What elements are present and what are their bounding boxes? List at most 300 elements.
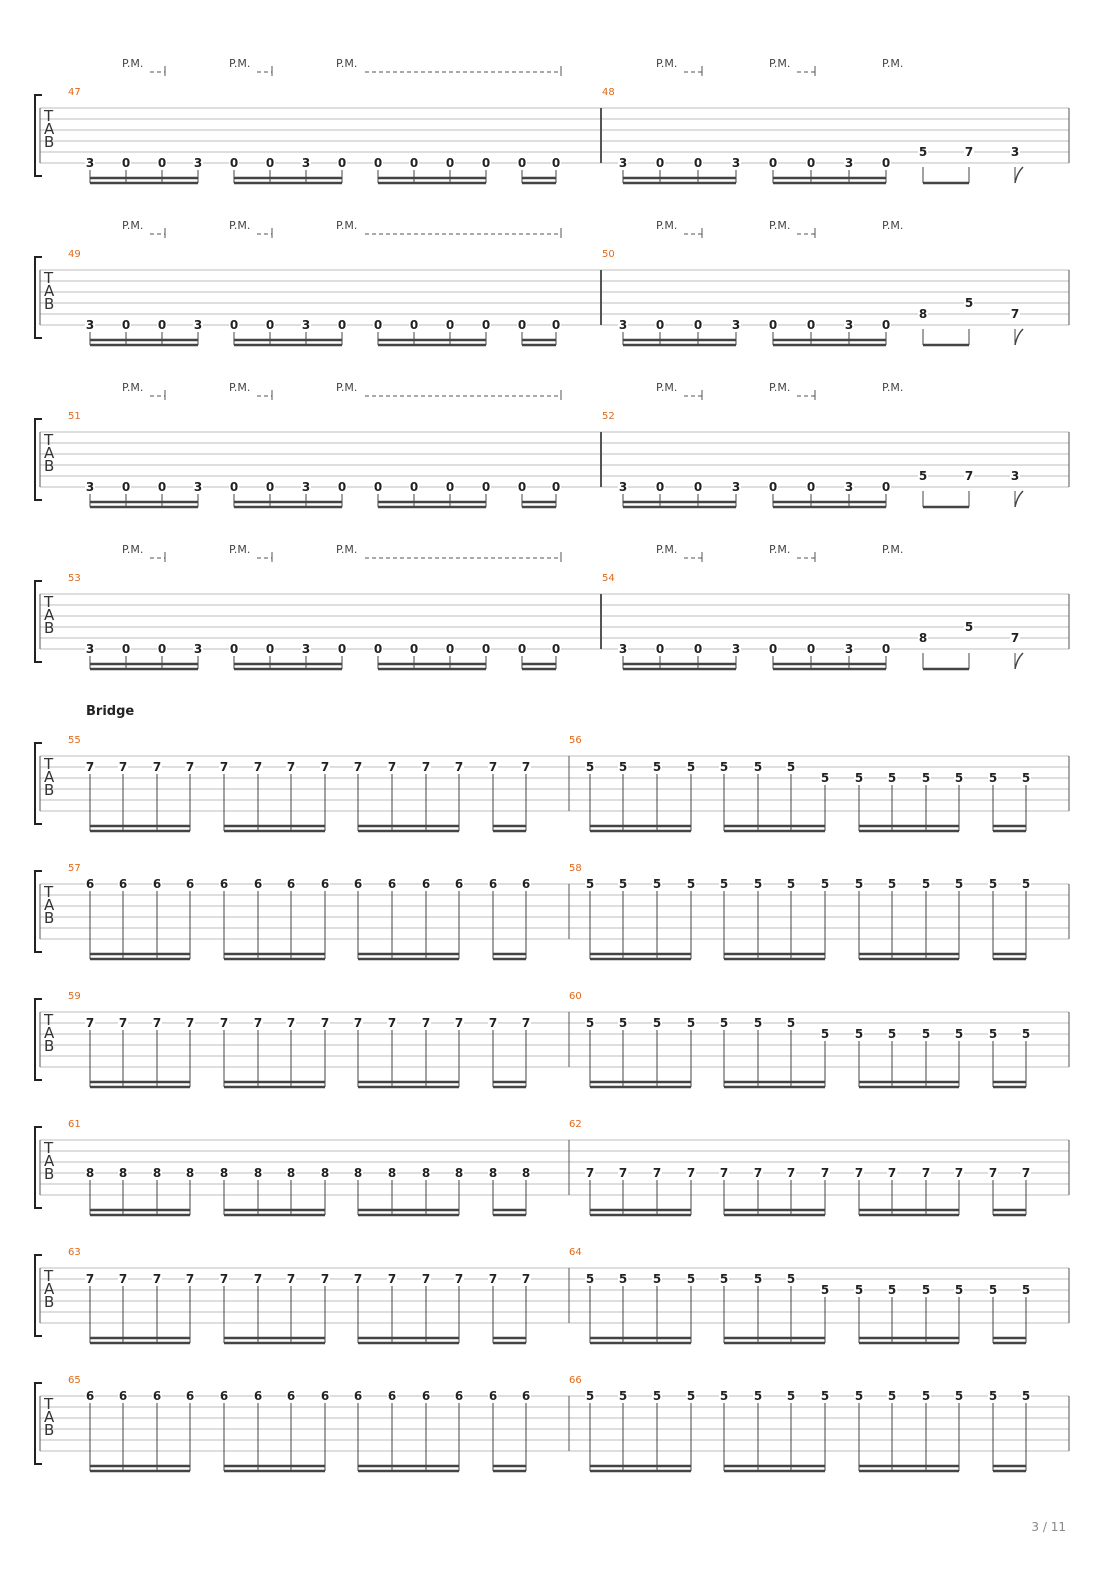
fret-number: 5 (964, 620, 974, 634)
fret-number: 5 (921, 1283, 931, 1297)
fret-number: 3 (731, 642, 741, 656)
measure-number: 49 (68, 249, 81, 260)
system-bracket (35, 871, 42, 952)
palm-mute-marking: P.M. (122, 57, 144, 70)
fret-number: 0 (881, 642, 891, 656)
tab-clef-letter: B (44, 1421, 55, 1439)
fret-number: 3 (85, 480, 95, 494)
fret-number: 3 (85, 318, 95, 332)
fret-number: 5 (585, 760, 595, 774)
tab-clef-letter: T (44, 883, 54, 901)
tab-clef-letter: B (44, 295, 55, 313)
fret-number: 5 (753, 877, 763, 891)
fret-number: 3 (85, 642, 95, 656)
fret-number: 3 (1010, 469, 1020, 483)
fret-number: 6 (85, 877, 95, 891)
fret-number: 5 (618, 877, 628, 891)
fret-number: 7 (253, 760, 263, 774)
fret-number: 6 (152, 877, 162, 891)
fret-number: 7 (921, 1166, 931, 1180)
measure-number: 57 (68, 863, 81, 874)
fret-number: 5 (1021, 1389, 1031, 1403)
measure-number: 64 (569, 1247, 582, 1258)
fret-number: 7 (521, 760, 531, 774)
fret-number: 7 (488, 1272, 498, 1286)
fret-number: 0 (265, 642, 275, 656)
fret-number: 8 (387, 1166, 397, 1180)
fret-number: 5 (887, 877, 897, 891)
fret-number: 5 (652, 760, 662, 774)
fret-number: 5 (686, 1016, 696, 1030)
fret-number: 8 (488, 1166, 498, 1180)
fret-number: 7 (286, 760, 296, 774)
fret-number: 5 (618, 1272, 628, 1286)
fret-number: 7 (887, 1166, 897, 1180)
fret-number: 5 (854, 1389, 864, 1403)
fret-number: 0 (481, 642, 491, 656)
fret-number: 3 (844, 156, 854, 170)
fret-number: 0 (157, 642, 167, 656)
palm-mute-marking: P.M. (122, 381, 144, 394)
tab-clef-letter: T (44, 1267, 54, 1285)
fret-number: 3 (193, 480, 203, 494)
tab-clef-letter: T (44, 1139, 54, 1157)
fret-number: 7 (421, 1016, 431, 1030)
fret-number: 0 (157, 318, 167, 332)
fret-number: 8 (219, 1166, 229, 1180)
note-flag (1015, 653, 1023, 669)
fret-number: 6 (286, 1389, 296, 1403)
fret-number: 3 (193, 318, 203, 332)
fret-number: 0 (768, 642, 778, 656)
fret-number: 0 (337, 318, 347, 332)
fret-number: 5 (1021, 771, 1031, 785)
fret-number: 3 (618, 318, 628, 332)
fret-number: 3 (618, 480, 628, 494)
fret-number: 8 (85, 1166, 95, 1180)
fret-number: 6 (320, 1389, 330, 1403)
fret-number: 5 (954, 1027, 964, 1041)
tab-clef-letter: B (44, 619, 55, 637)
fret-number: 6 (253, 877, 263, 891)
measure-number: 58 (569, 863, 582, 874)
palm-mute-marking: P.M. (882, 219, 904, 232)
fret-number: 3 (731, 156, 741, 170)
fret-number: 6 (320, 877, 330, 891)
fret-number: 5 (618, 1016, 628, 1030)
fret-number: 7 (488, 760, 498, 774)
fret-number: 0 (409, 318, 419, 332)
fret-number: 0 (655, 480, 665, 494)
tab-clef-letter: A (44, 120, 55, 138)
fret-number: 0 (806, 318, 816, 332)
fret-number: 5 (964, 296, 974, 310)
fret-number: 0 (551, 318, 561, 332)
system-bracket (35, 743, 42, 824)
fret-number: 7 (652, 1166, 662, 1180)
fret-number: 6 (152, 1389, 162, 1403)
fret-number: 5 (719, 760, 729, 774)
fret-number: 5 (585, 877, 595, 891)
fret-number: 3 (618, 642, 628, 656)
palm-mute-marking: P.M. (769, 381, 791, 394)
tab-clef-letter: T (44, 1011, 54, 1029)
fret-number: 7 (320, 1272, 330, 1286)
fret-number: 0 (409, 156, 419, 170)
fret-number: 7 (964, 145, 974, 159)
tab-clef-letter: B (44, 457, 55, 475)
palm-mute-marking: P.M. (229, 219, 251, 232)
fret-number: 7 (618, 1166, 628, 1180)
fret-number: 5 (753, 1389, 763, 1403)
palm-mute-marking: P.M. (122, 543, 144, 556)
fret-number: 7 (521, 1016, 531, 1030)
palm-mute-marking: P.M. (769, 543, 791, 556)
fret-number: 5 (652, 1016, 662, 1030)
tab-clef-letter: A (44, 768, 55, 786)
tab-clef-letter: B (44, 909, 55, 927)
fret-number: 8 (353, 1166, 363, 1180)
fret-number: 0 (337, 480, 347, 494)
fret-number: 5 (820, 1027, 830, 1041)
fret-number: 5 (820, 1283, 830, 1297)
palm-mute-marking: P.M. (656, 57, 678, 70)
fret-number: 5 (854, 877, 864, 891)
section-label: Bridge (86, 704, 135, 719)
fret-number: 0 (768, 318, 778, 332)
fret-number: 7 (521, 1272, 531, 1286)
fret-number: 7 (185, 1272, 195, 1286)
palm-mute-marking: P.M. (769, 219, 791, 232)
fret-number: 0 (551, 642, 561, 656)
fret-number: 0 (229, 642, 239, 656)
fret-number: 3 (844, 318, 854, 332)
fret-number: 5 (1021, 877, 1031, 891)
fret-number: 7 (454, 1272, 464, 1286)
tab-clef-letter: T (44, 1395, 54, 1413)
system-bracket (35, 419, 42, 500)
fret-number: 0 (229, 318, 239, 332)
fret-number: 7 (253, 1272, 263, 1286)
fret-number: 6 (387, 1389, 397, 1403)
fret-number: 0 (445, 156, 455, 170)
fret-number: 0 (373, 318, 383, 332)
fret-number: 8 (118, 1166, 128, 1180)
fret-number: 5 (887, 1389, 897, 1403)
fret-number: 7 (1021, 1166, 1031, 1180)
fret-number: 7 (488, 1016, 498, 1030)
system-bracket (35, 1383, 42, 1464)
fret-number: 5 (753, 1016, 763, 1030)
fret-number: 5 (786, 1272, 796, 1286)
fret-number: 7 (421, 1272, 431, 1286)
fret-number: 6 (387, 877, 397, 891)
fret-number: 7 (152, 760, 162, 774)
fret-number: 6 (521, 877, 531, 891)
fret-number: 6 (521, 1389, 531, 1403)
staff-system (35, 1247, 1069, 1343)
fret-number: 6 (118, 877, 128, 891)
fret-number: 5 (753, 760, 763, 774)
palm-mute-marking: P.M. (656, 543, 678, 556)
fret-number: 5 (954, 1283, 964, 1297)
palm-mute-marking: P.M. (882, 381, 904, 394)
fret-number: 0 (481, 156, 491, 170)
tab-clef-letter: A (44, 1408, 55, 1426)
staff-system (35, 57, 1069, 183)
fret-number: 0 (806, 480, 816, 494)
fret-number: 7 (753, 1166, 763, 1180)
fret-number: 5 (618, 1389, 628, 1403)
staff-system (35, 704, 1069, 831)
fret-number: 5 (988, 771, 998, 785)
fret-number: 5 (921, 771, 931, 785)
fret-number: 5 (686, 1272, 696, 1286)
fret-number: 0 (517, 480, 527, 494)
fret-number: 7 (421, 760, 431, 774)
fret-number: 6 (488, 877, 498, 891)
system-bracket (35, 999, 42, 1080)
fret-number: 5 (652, 877, 662, 891)
fret-number: 0 (337, 156, 347, 170)
palm-mute-marking: P.M. (656, 381, 678, 394)
fret-number: 6 (454, 1389, 464, 1403)
fret-number: 7 (786, 1166, 796, 1180)
fret-number: 0 (693, 156, 703, 170)
fret-number: 0 (445, 480, 455, 494)
measure-number: 66 (569, 1375, 582, 1386)
fret-number: 0 (806, 642, 816, 656)
fret-number: 7 (353, 760, 363, 774)
fret-number: 7 (286, 1272, 296, 1286)
fret-number: 3 (193, 156, 203, 170)
system-bracket (35, 1255, 42, 1336)
fret-number: 5 (921, 1389, 931, 1403)
fret-number: 7 (454, 1016, 464, 1030)
fret-number: 7 (185, 1016, 195, 1030)
fret-number: 5 (921, 877, 931, 891)
fret-number: 0 (693, 642, 703, 656)
fret-number: 7 (152, 1272, 162, 1286)
fret-number: 7 (118, 1016, 128, 1030)
palm-mute-marking: P.M. (229, 543, 251, 556)
fret-number: 0 (337, 642, 347, 656)
system-bracket (35, 581, 42, 662)
fret-number: 0 (551, 480, 561, 494)
fret-number: 6 (286, 877, 296, 891)
fret-number: 5 (918, 145, 928, 159)
fret-number: 3 (301, 642, 311, 656)
tab-clef-letter: A (44, 1280, 55, 1298)
measure-number: 60 (569, 991, 582, 1002)
fret-number: 6 (118, 1389, 128, 1403)
fret-number: 0 (121, 642, 131, 656)
fret-number: 5 (988, 1027, 998, 1041)
fret-number: 7 (286, 1016, 296, 1030)
fret-number: 7 (219, 1272, 229, 1286)
fret-number: 0 (881, 318, 891, 332)
tab-clef-letter: B (44, 1037, 55, 1055)
fret-number: 5 (686, 1389, 696, 1403)
page-number: 3 / 11 (1031, 1520, 1066, 1534)
palm-mute-marking: P.M. (229, 57, 251, 70)
fret-number: 5 (854, 1283, 864, 1297)
fret-number: 0 (373, 480, 383, 494)
fret-number: 5 (954, 877, 964, 891)
fret-number: 7 (253, 1016, 263, 1030)
fret-number: 5 (1021, 1283, 1031, 1297)
fret-number: 7 (1010, 631, 1020, 645)
fret-number: 5 (786, 1389, 796, 1403)
fret-number: 0 (121, 318, 131, 332)
fret-number: 0 (881, 156, 891, 170)
fret-number: 0 (693, 318, 703, 332)
fret-number: 5 (921, 1027, 931, 1041)
fret-number: 5 (652, 1272, 662, 1286)
fret-number: 5 (820, 771, 830, 785)
palm-mute-marking: P.M. (769, 57, 791, 70)
fret-number: 7 (85, 760, 95, 774)
palm-mute-marking: P.M. (229, 381, 251, 394)
staff-system (35, 863, 1069, 959)
fret-number: 5 (786, 877, 796, 891)
fret-number: 5 (652, 1389, 662, 1403)
fret-number: 3 (844, 480, 854, 494)
fret-number: 5 (854, 771, 864, 785)
fret-number: 0 (517, 318, 527, 332)
tab-clef-letter: A (44, 606, 55, 624)
palm-mute-marking: P.M. (882, 57, 904, 70)
fret-number: 5 (585, 1016, 595, 1030)
fret-number: 5 (988, 877, 998, 891)
fret-number: 5 (854, 1027, 864, 1041)
fret-number: 6 (185, 877, 195, 891)
fret-number: 6 (85, 1389, 95, 1403)
fret-number: 8 (185, 1166, 195, 1180)
fret-number: 7 (1010, 307, 1020, 321)
system-bracket (35, 95, 42, 176)
fret-number: 5 (719, 1016, 729, 1030)
tab-clef-letter: T (44, 755, 54, 773)
fret-number: 5 (585, 1389, 595, 1403)
fret-number: 5 (887, 771, 897, 785)
fret-number: 0 (409, 642, 419, 656)
fret-number: 6 (421, 1389, 431, 1403)
measure-number: 48 (602, 87, 615, 98)
fret-number: 6 (421, 877, 431, 891)
fret-number: 0 (517, 156, 527, 170)
tab-clef-letter: A (44, 282, 55, 300)
staff-system (35, 1375, 1069, 1471)
fret-number: 5 (887, 1027, 897, 1041)
fret-number: 8 (152, 1166, 162, 1180)
measure-number: 51 (68, 411, 81, 422)
staff-system (35, 219, 1069, 345)
note-flag (1015, 167, 1023, 183)
tab-clef-letter: B (44, 1293, 55, 1311)
measure-number: 56 (569, 735, 582, 746)
fret-number: 0 (229, 480, 239, 494)
fret-number: 3 (85, 156, 95, 170)
fret-number: 6 (253, 1389, 263, 1403)
fret-number: 0 (768, 156, 778, 170)
fret-number: 7 (152, 1016, 162, 1030)
fret-number: 5 (786, 760, 796, 774)
fret-number: 7 (320, 1016, 330, 1030)
fret-number: 3 (301, 318, 311, 332)
fret-number: 5 (618, 760, 628, 774)
fret-number: 7 (585, 1166, 595, 1180)
staff-system (35, 1119, 1069, 1215)
fret-number: 7 (964, 469, 974, 483)
measure-number: 63 (68, 1247, 81, 1258)
fret-number: 0 (157, 480, 167, 494)
system-bracket (35, 1127, 42, 1208)
fret-number: 7 (353, 1272, 363, 1286)
fret-number: 7 (85, 1016, 95, 1030)
fret-number: 0 (655, 156, 665, 170)
palm-mute-marking: P.M. (336, 543, 358, 556)
fret-number: 0 (445, 318, 455, 332)
staff-system (35, 991, 1069, 1087)
fret-number: 0 (229, 156, 239, 170)
fret-number: 6 (185, 1389, 195, 1403)
note-flag (1015, 329, 1023, 345)
palm-mute-marking: P.M. (122, 219, 144, 232)
tab-clef-letter: A (44, 1024, 55, 1042)
fret-number: 7 (219, 1016, 229, 1030)
fret-number: 0 (373, 156, 383, 170)
measure-number: 50 (602, 249, 615, 260)
fret-number: 7 (988, 1166, 998, 1180)
fret-number: 8 (918, 307, 928, 321)
palm-mute-marking: P.M. (882, 543, 904, 556)
fret-number: 5 (753, 1272, 763, 1286)
fret-number: 8 (521, 1166, 531, 1180)
fret-number: 7 (85, 1272, 95, 1286)
fret-number: 6 (219, 1389, 229, 1403)
fret-number: 5 (954, 1389, 964, 1403)
fret-number: 8 (253, 1166, 263, 1180)
fret-number: 8 (286, 1166, 296, 1180)
palm-mute-marking: P.M. (656, 219, 678, 232)
fret-number: 0 (373, 642, 383, 656)
fret-number: 5 (887, 1283, 897, 1297)
fret-number: 5 (719, 877, 729, 891)
fret-number: 7 (854, 1166, 864, 1180)
fret-number: 7 (387, 760, 397, 774)
fret-number: 7 (954, 1166, 964, 1180)
fret-number: 7 (320, 760, 330, 774)
fret-number: 6 (353, 1389, 363, 1403)
fret-number: 7 (219, 760, 229, 774)
measure-number: 55 (68, 735, 81, 746)
fret-number: 3 (618, 156, 628, 170)
tab-clef-letter: A (44, 1152, 55, 1170)
fret-number: 0 (551, 156, 561, 170)
note-flag (1015, 491, 1023, 507)
fret-number: 5 (954, 771, 964, 785)
fret-number: 5 (719, 1272, 729, 1286)
palm-mute-marking: P.M. (336, 219, 358, 232)
fret-number: 5 (686, 760, 696, 774)
fret-number: 7 (719, 1166, 729, 1180)
fret-number: 3 (1010, 145, 1020, 159)
fret-number: 7 (185, 760, 195, 774)
measure-number: 62 (569, 1119, 582, 1130)
fret-number: 7 (387, 1272, 397, 1286)
fret-number: 3 (731, 480, 741, 494)
